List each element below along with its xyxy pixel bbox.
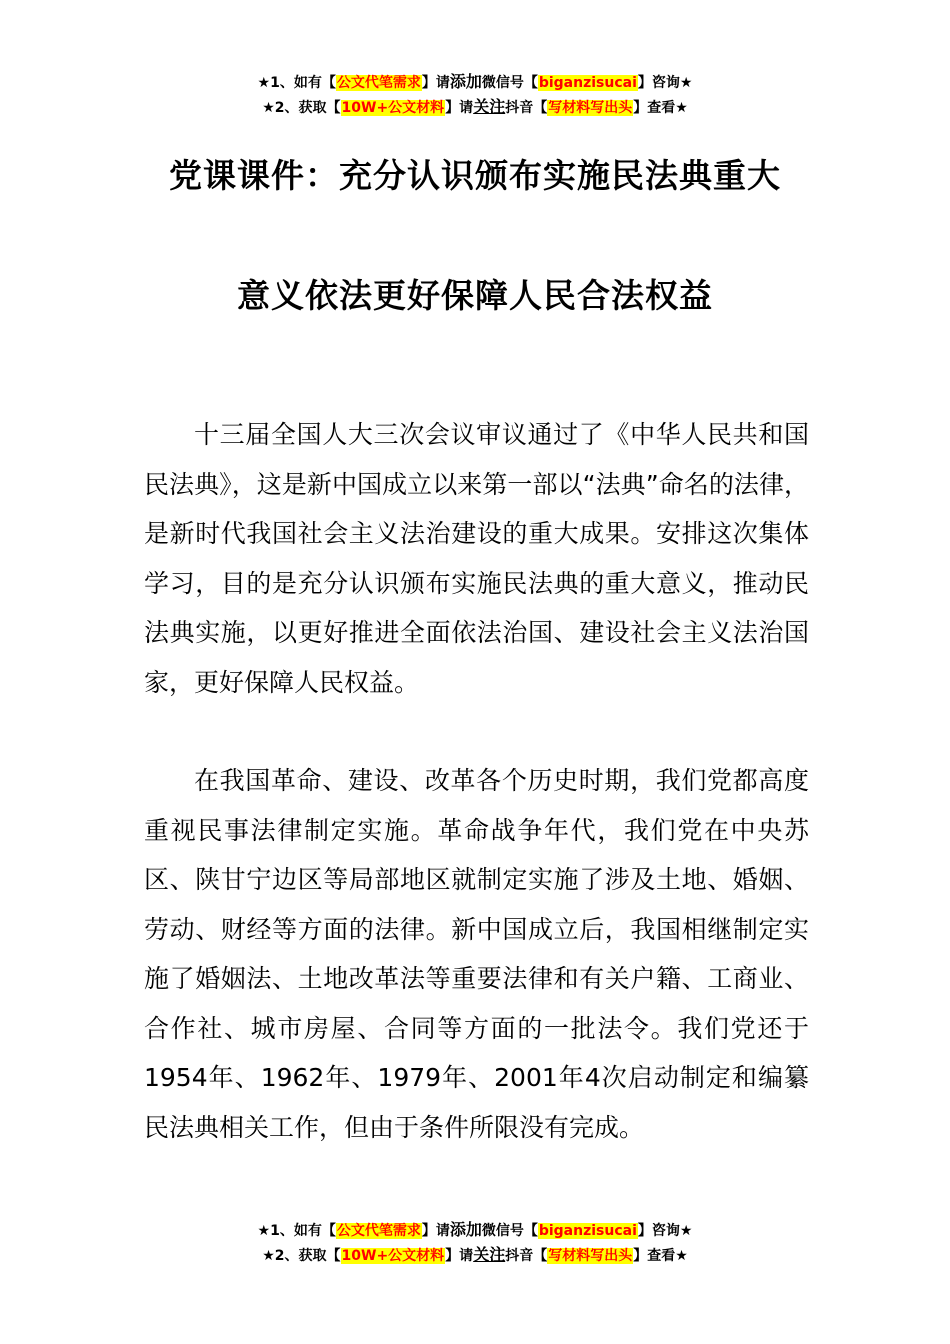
banner-emphasis: 关注: [473, 97, 506, 116]
document-title-line-2: 意义依法更好保障人民合法权益: [237, 276, 713, 315]
highlight-service: 公文代笔需求: [336, 75, 421, 91]
banner-text: 】请: [421, 75, 450, 91]
header-banner: [0, 70, 950, 120]
footer-banner-line-1: [0, 1218, 950, 1243]
header-banner-line-1: [0, 70, 950, 95]
banner-emphasis: 添加: [449, 1220, 482, 1239]
banner-text: 】请: [421, 1223, 450, 1239]
banner-text: ★2、获取【: [262, 100, 341, 116]
highlight-wechat-id: biganzisucai: [538, 1223, 637, 1239]
footer-banner-line-2: [0, 1243, 950, 1268]
banner-text: 抖音【: [505, 1248, 548, 1264]
body-paragraph-2: 在我国革命、建设、改革各个历史时期，我们党都高度重视民事法律制定实施。革命战争年代，我们党在中央苏区、陕甘宁边区等局部地区就制定实施了涉及土地、婚姻、劳动、财经等方面的法律。新中国成立后，我国相继制定实施了婚姻法、土地改革法等重要法律和有关户籍、工商业、合作社、城市房屋、合同等方面的一批法令。我们党还于1954年、1962年、1979年、2001年4次启动制定和编纂民法典相关工作，但由于条件所限没有完成。: [144, 766, 809, 1142]
banner-text: 微信号【: [481, 75, 538, 91]
highlight-douyin-account: 写材料写出头: [548, 1248, 633, 1264]
highlight-wechat-id: biganzisucai: [538, 75, 637, 91]
highlight-service: 公文代笔需求: [336, 1223, 421, 1239]
banner-text: ★1、如有【: [257, 75, 336, 91]
banner-emphasis: 关注: [473, 1245, 506, 1264]
banner-text: 微信号【: [481, 1223, 538, 1239]
banner-text: 抖音【: [505, 100, 548, 116]
banner-text: ★1、如有【: [257, 1223, 336, 1239]
banner-text: 】查看★: [633, 100, 688, 116]
document-title-line-1: 党课课件：充分认识颁布实施民法典重大: [169, 156, 781, 195]
banner-text: 】咨询★: [637, 1223, 693, 1239]
body-paragraph-1: 十三届全国人大三次会议审议通过了《中华人民共和国民法典》，这是新中国成立以来第一部以“法典”命名的法律，是新时代我国社会主义法治建设的重大成果。安排这次集体学习，目的是充分认识颁布实施民法典的重大意义，推动民法典实施，以更好推进全面依法治国、建设社会主义法治国家，更好保障人民权益。: [144, 420, 809, 697]
highlight-materials: 10W+公文材料: [341, 100, 445, 116]
banner-text: 】请: [445, 1248, 474, 1264]
banner-text: 】查看★: [633, 1248, 688, 1264]
banner-text: ★2、获取【: [262, 1248, 341, 1264]
footer-banner: [0, 1218, 950, 1268]
banner-emphasis: 添加: [449, 72, 482, 91]
highlight-douyin-account: 写材料写出头: [548, 100, 633, 116]
highlight-materials: 10W+公文材料: [341, 1248, 445, 1264]
banner-text: 】咨询★: [637, 75, 693, 91]
header-banner-line-2: [0, 95, 950, 120]
banner-text: 】请: [445, 100, 474, 116]
